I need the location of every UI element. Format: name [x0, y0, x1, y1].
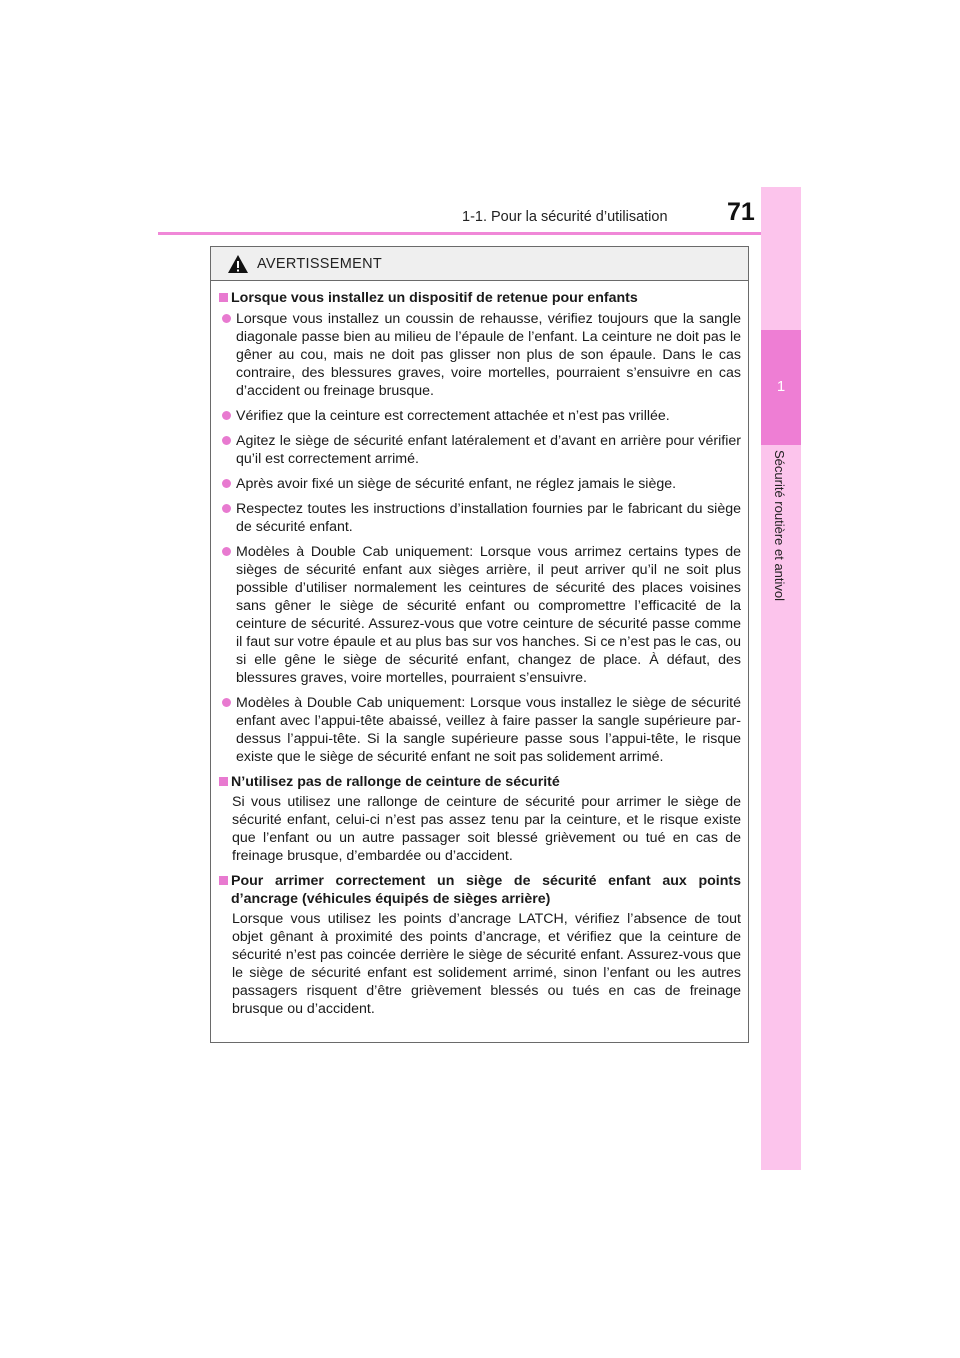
bullet-text: Agitez le siège de sécurité enfant latéralement et d’avant en arrière pour vérifier qu’il est correctement arrimé.	[236, 433, 741, 467]
warning-box	[210, 246, 749, 1043]
side-tab-chapter-number: 1	[776, 378, 786, 395]
circle-bullet-icon	[222, 547, 231, 556]
header-rule	[158, 232, 800, 235]
warning-body	[211, 281, 748, 1018]
section-paragraph: Lorsque vous utilisez les points d’ancrage LATCH, vérifiez l’absence de tout objet gênant à proximité des points d’ancrage, et vérifiez que la ceinture de sécurité n’est pas coincée derrière le siège de sécurité enfant. Assurez-vous que le siège de sécurité enfant est solidement arrimé, sinon l’enfant ou les autres passagers risquent d’être grièvement blessés ou tués en cas de freinage brusque ou d’accident.	[232, 911, 741, 1017]
section-title-text: Lorsque vous installez un dispositif de retenue pour enfants	[231, 290, 638, 306]
page-number: 71	[727, 198, 755, 226]
bullet-item	[222, 432, 741, 468]
bullet-item	[222, 407, 741, 425]
warning-section	[218, 872, 741, 1018]
bullet-item	[222, 475, 741, 493]
warning-triangle-icon	[227, 254, 249, 274]
header-section-title: 1-1. Pour la sécurité d’utilisation	[462, 209, 668, 225]
circle-bullet-icon	[222, 698, 231, 707]
bullet-text: Vérifiez que la ceinture est correctement attachée et n’est pas vrillée.	[236, 408, 670, 424]
bullet-item	[222, 694, 741, 766]
section-title	[218, 872, 741, 908]
circle-bullet-icon	[222, 411, 231, 420]
bullet-text: Après avoir fixé un siège de sécurité enfant, ne réglez jamais le siège.	[236, 476, 677, 492]
circle-bullet-icon	[222, 314, 231, 323]
warning-label: AVERTISSEMENT	[257, 255, 383, 272]
warning-section	[218, 773, 741, 865]
bullet-text: Modèles à Double Cab uniquement: Lorsque vous arrimez certains types de sièges de sécurité enfant aux sièges arrière, il peut arriver qu’il ne soit plus possible d’utiliser normalement les ceintures de sécurité des places voisines sans gêner le siège de sécurité enfant ou compromettre l’efficacité de la ceinture de sécurité. Assurez-vous que votre ceinture de sécurité passe comme il faut sur votre épaule et au plus bas sur vos hanches. Si ce n’est pas le cas, ou si elle gêne le siège de sécurité enfant, changez de place. À défaut, des blessures graves, voire mortelles, pourraient s’ensuivre.	[236, 544, 741, 686]
side-tab-chapter-label: Sécurité routière et antivol	[772, 450, 787, 602]
square-bullet-icon	[219, 777, 228, 786]
circle-bullet-icon	[222, 479, 231, 488]
bullet-text: Lorsque vous installez un coussin de rehausse, vérifiez toujours que la sangle diagonale passe bien au milieu de l’épaule de l’enfant. La ceinture ne doit pas le gêner au cou, mais ne doit pas glisser non plus de son épaule. Dans le cas contraire, des blessures graves, voire mortelles, pourraient s’ensuivre en cas d’accident ou freinage brusque.	[236, 311, 741, 399]
section-title-text: N’utilisez pas de rallonge de ceinture de sécurité	[231, 774, 560, 790]
bullet-item	[222, 310, 741, 400]
section-title-text: Pour arrimer correctement un siège de sécurité enfant aux points d’ancrage (véhicules équipés de sièges arrière)	[231, 873, 741, 907]
section-title	[218, 773, 741, 791]
bullet-text: Respectez toutes les instructions d’installation fournies par le fabricant du siège de sécurité enfant.	[236, 501, 741, 535]
bullet-text: Modèles à Double Cab uniquement: Lorsque vous installez le siège de sécurité enfant avec l’appui-tête abaissé, veillez à faire passer la sangle supérieure par-dessus l’appui-tête. Si la sangle supérieure passe sous l’appui-tête, le risque existe que le siège de sécurité enfant ne soit pas solidement arrimé.	[236, 695, 741, 765]
circle-bullet-icon	[222, 504, 231, 513]
section-paragraph: Si vous utilisez une rallonge de ceinture de sécurité pour arrimer le siège de sécurité enfant, celui-ci n’est pas assez tenu par la ceinture, et le risque existe que l’enfant ou un autre passager soit blessé grièvement ou tué en cas de freinage brusque, d’embardée ou d’accident.	[232, 794, 741, 864]
bullet-item	[222, 500, 741, 536]
bullet-item	[222, 543, 741, 687]
warning-section	[218, 289, 741, 766]
warning-header	[211, 247, 748, 281]
square-bullet-icon	[219, 876, 228, 885]
square-bullet-icon	[219, 293, 228, 302]
section-title	[218, 289, 741, 307]
circle-bullet-icon	[222, 436, 231, 445]
